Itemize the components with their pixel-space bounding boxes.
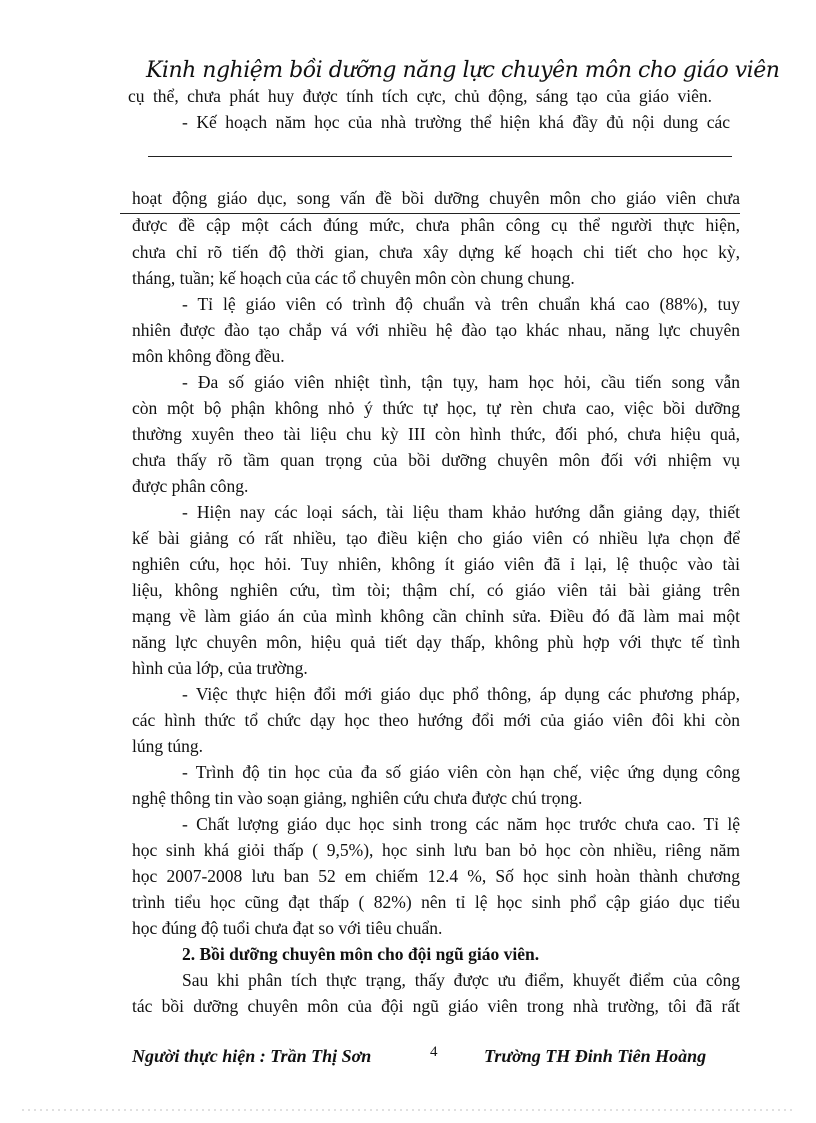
text-line: - Tỉ lệ giáo viên có trình độ chuẩn và trên chuẩn khá cao (88%), tuy [182, 294, 740, 314]
footer-author: Người thực hiện : Trần Thị Sơn [132, 1046, 372, 1066]
text-line: trình tiểu học cũng đạt thấp ( 82%) nên tỉ lệ học sinh phổ cập giáo dục tiểu [132, 892, 740, 912]
text-line: kế bài giảng có rất nhiều, tạo điều kiện cho giáo viên có nhiều lựa chọn để [132, 528, 740, 548]
text-line: được đề cập một cách đúng mức, chưa phân công cụ thể người thực hiện, [132, 215, 740, 235]
text-line: - Chất lượng giáo dục học sinh trong các năm học trước chưa cao. Tỉ lệ [182, 814, 740, 834]
text-line: nghệ thông tin vào soạn giảng, nghiên cứu chưa được chú trọng. [132, 788, 583, 808]
text-line: cụ thể, chưa phát huy được tính tích cực, chủ động, sáng tạo của giáo viên. [128, 86, 712, 106]
text-line: được phân công. [132, 476, 249, 496]
text-line: chưa thấy rõ tầm quan trọng của bồi dưỡng chuyên môn đối với nhiệm vụ [132, 450, 740, 470]
header-title: Kinh nghiệm bồi dưỡng năng lực chuyên môn cho giáo viên [146, 58, 780, 83]
text-line: học đúng độ tuổi chưa đạt so với tiêu chuẩn. [132, 918, 443, 938]
text-line: liệu, không nghiên cứu, tìm tòi; thậm chí, có giáo viên tải bài giảng trên [132, 580, 740, 600]
text-line: Sau khi phân tích thực trạng, thấy được ưu điểm, khuyết điểm của công [182, 970, 740, 990]
text-line: học sinh khá giỏi thấp ( 9,5%), học sinh lưu ban bỏ học còn nhiều, riêng năm [132, 840, 740, 860]
text-line: - Đa số giáo viên nhiệt tình, tận tụy, ham học hỏi, cầu tiến song vẫn [182, 372, 740, 392]
text-line: tháng, tuần; kế hoạch của các tổ chuyên môn còn chung chung. [132, 268, 575, 288]
footer-school: Trường TH Đinh Tiên Hoàng [484, 1046, 707, 1066]
text-line: nhiên được đào tạo chắp vá với nhiều hệ đào tạo khác nhau, năng lực chuyên [132, 320, 740, 340]
text-line: - Kế hoạch năm học của nhà trường thể hiện khá đầy đủ nội dung các [182, 112, 730, 132]
text-line: các hình thức tổ chức dạy học theo hướng đổi mới của giáo viên đôi khi còn [132, 710, 740, 730]
text-line: 2. Bồi dưỡng chuyên môn cho đội ngũ giáo viên. [182, 944, 540, 964]
text-line: - Hiện nay các loại sách, tài liệu tham khảo hướng dẫn giảng dạy, thiết [182, 502, 740, 522]
text-line: mạng về làm giáo án của mình không cần chỉnh sửa. Điều đó đã làm mai một [132, 606, 740, 626]
text-line: hoạt động giáo dục, song vấn đề bồi dưỡng chuyên môn cho giáo viên chưa [132, 188, 740, 208]
text-line: học 2007-2008 lưu ban 52 em chiếm 12.4 %, Số học sinh hoàn thành chương [132, 866, 740, 886]
text-line: - Trình độ tin học của đa số giáo viên còn hạn chế, việc ứng dụng công [182, 762, 740, 782]
text-line: tác bồi dưỡng chuyên môn của đội ngũ giáo viên trong nhà trường, tôi đã rất [132, 996, 740, 1016]
page-edge-dots [20, 1108, 796, 1112]
text-line: lúng túng. [132, 736, 203, 756]
text-line: nghiên cứu, học hỏi. Tuy nhiên, không ít giáo viên đã ỉ lại, lệ thuộc vào tài [132, 554, 740, 574]
text-line: - Việc thực hiện đổi mới giáo dục phổ thông, áp dụng các phương pháp, [182, 684, 740, 704]
text-line: thường xuyên theo tài liệu chu kỳ III còn hình thức, đối phó, chưa hiệu quả, [132, 424, 740, 444]
text-line: năng lực chuyên môn, hiệu quả tiết dạy thấp, không phù hợp với thực tế tình [132, 632, 740, 652]
text-line: hình của lớp, của trường. [132, 658, 308, 678]
text-line: chưa chỉ rõ tiến độ thời gian, chưa xây dựng kế hoạch chi tiết cho học kỳ, [132, 242, 740, 262]
header-divider [148, 156, 732, 157]
text-line: môn không đồng đều. [132, 346, 285, 366]
page-number: 4 [430, 1044, 438, 1060]
text-line: còn một bộ phận không nhỏ ý thức tự học, tự rèn chưa cao, việc bồi dưỡng [132, 398, 740, 418]
body-top-rule [120, 213, 740, 214]
